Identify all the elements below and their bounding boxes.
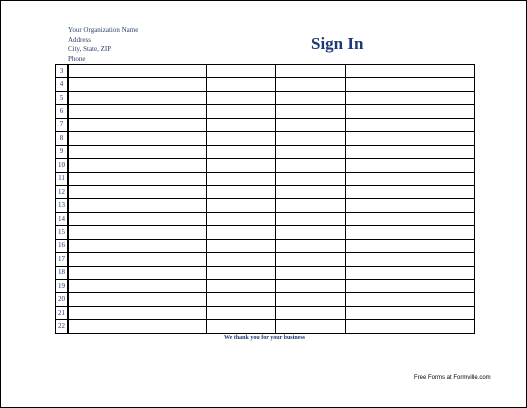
entry-cell[interactable] [276,118,346,131]
entry-cell[interactable] [69,266,207,279]
organization-name: Your Organization Name [68,26,139,34]
entry-cell[interactable] [346,65,475,78]
entry-cell[interactable] [346,293,475,306]
entry-cell[interactable] [346,118,475,131]
entry-cell[interactable] [346,226,475,239]
entry-cell[interactable] [207,78,276,91]
row-number: 5 [56,91,68,104]
entry-cell[interactable] [346,239,475,252]
entry-cell[interactable] [207,172,276,185]
table-row [56,320,475,333]
entry-cell[interactable] [207,199,276,212]
sign-in-table [55,64,475,334]
entry-cell[interactable] [346,306,475,319]
entry-cell[interactable] [346,132,475,145]
row-number: 12 [56,185,68,198]
entry-cell[interactable] [276,78,346,91]
entry-cell[interactable] [207,280,276,293]
row-number: 17 [56,253,68,266]
row-number: 6 [56,105,68,118]
row-number: 3 [56,65,68,78]
entry-cell[interactable] [69,132,207,145]
entry-cell[interactable] [69,280,207,293]
organization-address: Address [68,35,91,44]
table-row [56,266,475,279]
table-row [56,145,475,158]
table-row [56,212,475,225]
entry-cell[interactable] [69,212,207,225]
entry-cell[interactable] [69,105,207,118]
entry-cell[interactable] [69,118,207,131]
row-number: 22 [56,320,68,333]
table-row [56,159,475,172]
entry-cell[interactable] [207,105,276,118]
table-row [56,253,475,266]
entry-cell[interactable] [207,239,276,252]
entry-cell[interactable] [207,306,276,319]
entry-cell[interactable] [69,306,207,319]
entry-cell[interactable] [207,320,276,333]
entry-cell[interactable] [207,145,276,158]
entry-cell[interactable] [276,266,346,279]
row-number: 20 [56,293,68,306]
entry-cell[interactable] [69,226,207,239]
entry-cell[interactable] [276,226,346,239]
table-row [56,91,475,104]
entry-cell[interactable] [207,293,276,306]
row-number: 21 [56,306,68,319]
entry-cell[interactable] [346,185,475,198]
row-number: 15 [56,226,68,239]
entry-cell[interactable] [207,212,276,225]
entry-cell[interactable] [69,185,207,198]
entry-cell[interactable] [207,253,276,266]
table-row [56,280,475,293]
entry-cell[interactable] [207,91,276,104]
entry-cell[interactable] [346,320,475,333]
organization-city-state-zip: City, State, ZIP [68,45,112,54]
table-row [56,306,475,319]
table-row [56,172,475,185]
row-number: 16 [56,239,68,252]
table-row [56,293,475,306]
entry-cell[interactable] [207,185,276,198]
organization-phone: Phone [68,54,86,63]
entry-cell[interactable] [346,266,475,279]
entry-cell[interactable] [346,172,475,185]
entry-cell[interactable] [207,159,276,172]
table-row [56,226,475,239]
entry-cell[interactable] [346,78,475,91]
table-row [56,239,475,252]
entry-cell[interactable] [346,212,475,225]
entry-cell[interactable] [346,91,475,104]
entry-cell[interactable] [69,253,207,266]
entry-cell[interactable] [276,280,346,293]
entry-cell[interactable] [276,212,346,225]
row-number: 19 [56,280,68,293]
row-number: 9 [56,145,68,158]
entry-cell[interactable] [276,306,346,319]
entry-cell[interactable] [276,185,346,198]
entry-cell[interactable] [276,320,346,333]
entry-cell[interactable] [69,172,207,185]
entry-cell[interactable] [69,78,207,91]
entry-cell[interactable] [276,199,346,212]
entry-cell[interactable] [69,65,207,78]
table-row [56,78,475,91]
entry-cell[interactable] [69,199,207,212]
row-number: 4 [56,78,68,91]
entry-cell[interactable] [69,293,207,306]
footer-credit: Free Forms at Formville.com [414,375,491,381]
entry-cell[interactable] [69,145,207,158]
entry-cell[interactable] [346,199,475,212]
row-number: 14 [56,212,68,225]
entry-cell[interactable] [276,91,346,104]
entry-cell[interactable] [207,118,276,131]
table-row [56,185,475,198]
row-number: 8 [56,132,68,145]
entry-cell[interactable] [276,105,346,118]
entry-cell[interactable] [276,65,346,78]
entry-cell[interactable] [276,293,346,306]
row-number: 7 [56,118,68,131]
organization-block [68,26,138,64]
entry-cell[interactable] [207,226,276,239]
table-row [56,199,475,212]
entry-cell[interactable] [276,239,346,252]
entry-cell[interactable] [276,132,346,145]
entry-cell[interactable] [276,159,346,172]
entry-cell[interactable] [276,253,346,266]
entry-cell[interactable] [69,91,207,104]
row-number: 13 [56,199,68,212]
entry-cell[interactable] [69,239,207,252]
row-number: 11 [56,172,68,185]
entry-cell[interactable] [207,65,276,78]
page-title: Sign In [311,34,364,53]
row-number: 18 [56,266,68,279]
table-row [56,65,475,78]
table-row [56,105,475,118]
entry-cell[interactable] [346,253,475,266]
entry-cell[interactable] [69,320,207,333]
entry-cell[interactable] [207,266,276,279]
entry-cell[interactable] [346,280,475,293]
table-row [56,132,475,145]
entry-cell[interactable] [346,145,475,158]
entry-cell[interactable] [207,132,276,145]
row-number: 10 [56,159,68,172]
thank-you-note: We thank you for your business [224,335,305,341]
entry-cell[interactable] [346,159,475,172]
entry-cell[interactable] [69,159,207,172]
entry-cell[interactable] [276,145,346,158]
table-row [56,118,475,131]
entry-cell[interactable] [346,105,475,118]
entry-cell[interactable] [276,172,346,185]
